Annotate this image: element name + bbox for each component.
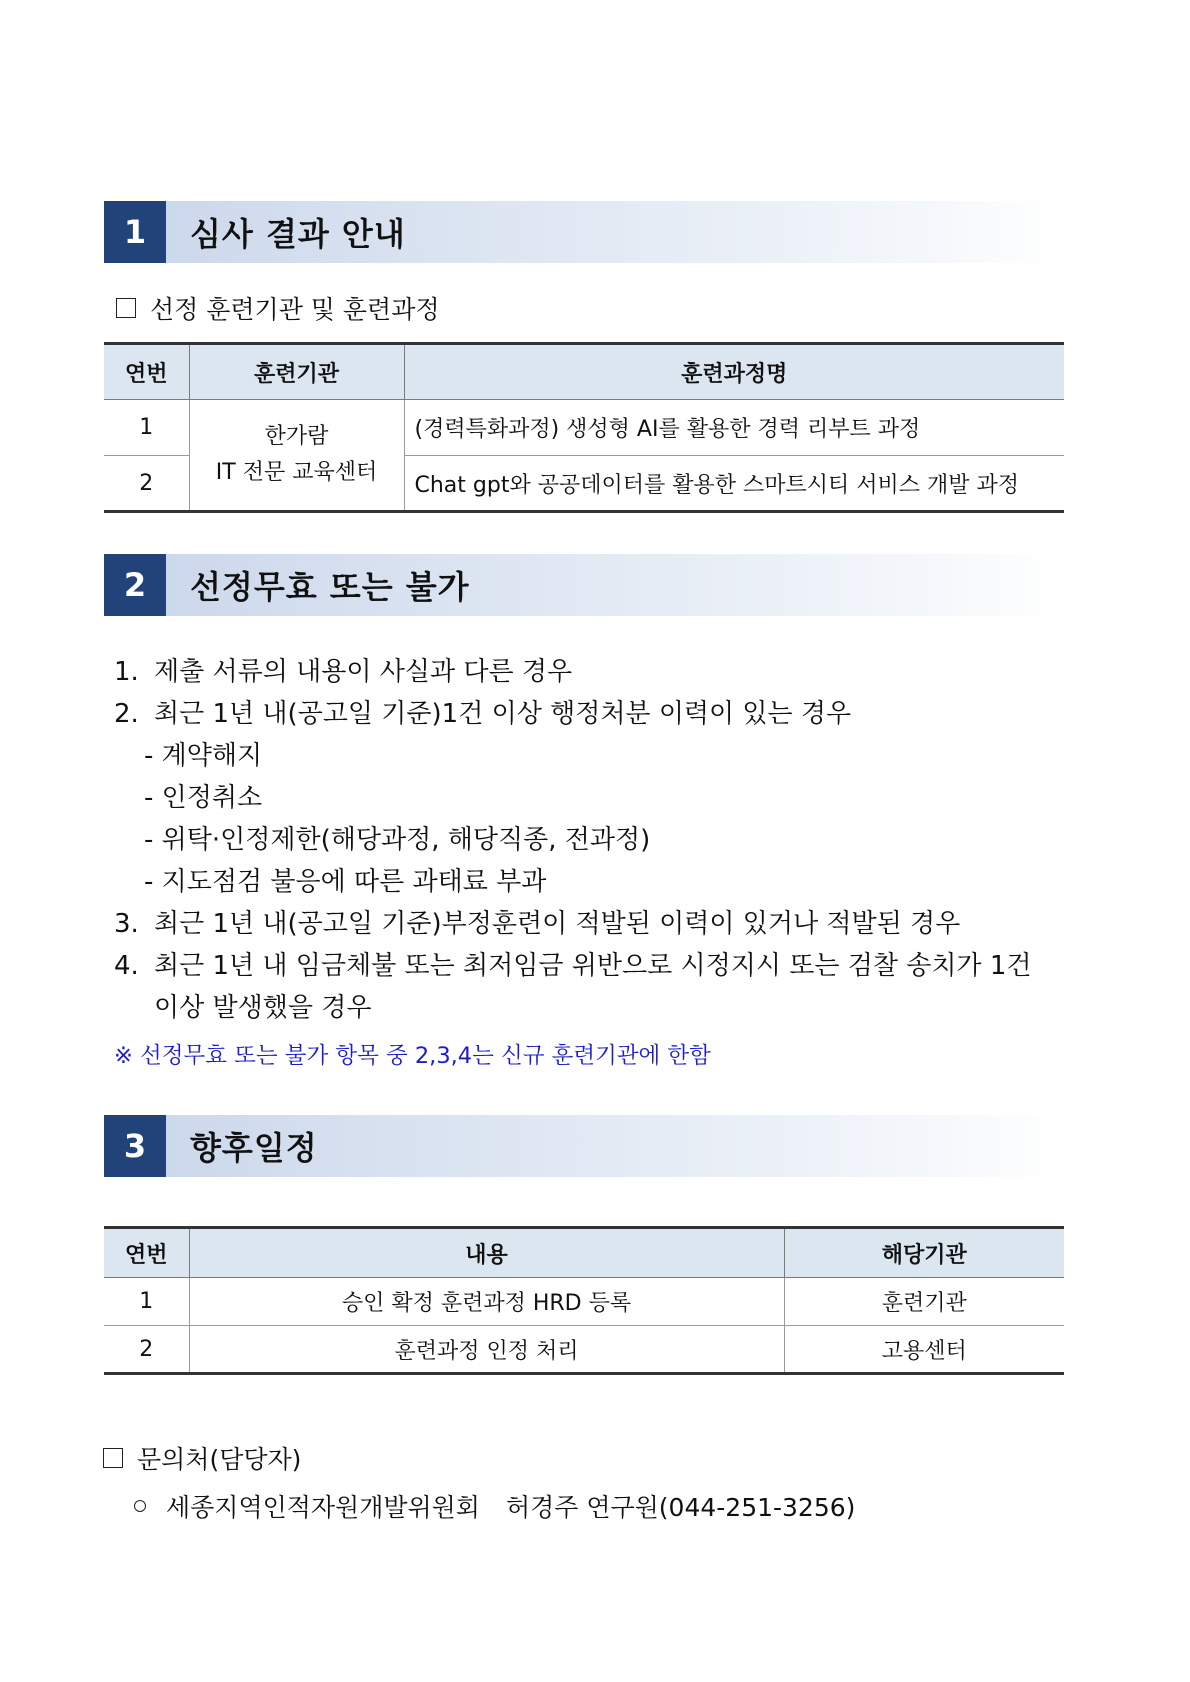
course-name: Chat gpt와 공공데이터를 활용한 스마트시티 서비스 개발 과정: [404, 456, 1064, 512]
section-1-header: [104, 201, 1064, 263]
header-course: 훈련과정명: [404, 344, 1064, 400]
list-item: 4. 최근 1년 내 임금체불 또는 최저임금 위반으로 시정지시 또는 검찰 송치가 1건: [114, 951, 1032, 981]
checkbox-square-icon: [103, 1448, 123, 1468]
selected-heading-text: 선정 훈련기관 및 훈련과정: [150, 295, 440, 324]
checkbox-square-icon: [116, 298, 136, 318]
table-row: [104, 1326, 1064, 1374]
list-item: 1. 제출 서류의 내용이 사실과 다른 경우: [114, 657, 573, 687]
row-org: 고용센터: [784, 1326, 1064, 1374]
header-content: 내용: [189, 1228, 784, 1278]
section-title: 선정무효 또는 불가: [190, 568, 470, 606]
row-content: 승인 확정 훈련과정 HRD 등록: [189, 1278, 784, 1326]
section-title: 심사 결과 안내: [190, 215, 406, 253]
circle-bullet-icon: [134, 1500, 146, 1512]
row-no: 2: [104, 1326, 189, 1374]
table-header-row: [104, 344, 1064, 400]
contact-line: [134, 1488, 855, 1524]
section-number: 2: [104, 554, 166, 616]
header-no: 연번: [104, 344, 189, 400]
contact-heading-text: 문의처(담당자): [137, 1445, 302, 1474]
list-item: 3. 최근 1년 내(공고일 기준)부정훈련이 적발된 이력이 있거나 적발된 경우: [114, 909, 961, 939]
selected-courses-table: [104, 342, 1064, 513]
section-number: 1: [104, 201, 166, 263]
conditions-list: [114, 651, 1074, 1029]
row-no: 1: [104, 400, 189, 456]
row-no: 1: [104, 1278, 189, 1326]
header-no: 연번: [104, 1228, 189, 1278]
selected-heading: [116, 290, 440, 326]
section-title: 향후일정: [190, 1129, 318, 1167]
table-header-row: [104, 1228, 1064, 1278]
contact-heading: [103, 1440, 301, 1476]
schedule-table: [104, 1226, 1064, 1375]
list-sub-item: - 계약해지: [144, 741, 263, 771]
section-3-header: [104, 1115, 1064, 1177]
table-row: [104, 400, 1064, 456]
list-sub-item: - 인정취소: [144, 783, 263, 813]
list-sub-item: - 위탁·인정제한(해당과정, 해당직종, 전과정): [144, 825, 651, 855]
section-2-header: [104, 554, 1064, 616]
course-name: (경력특화과정) 생성형 AI를 활용한 경력 리부트 과정: [404, 400, 1064, 456]
list-item-continuation: 이상 발생했을 경우: [154, 993, 372, 1023]
list-sub-item: - 지도점검 불응에 따른 과태료 부과: [144, 867, 547, 897]
header-org: 해당기관: [784, 1228, 1064, 1278]
contact-org: 세종지역인적자원개발위원회: [166, 1493, 480, 1522]
list-item: 2. 최근 1년 내(공고일 기준)1건 이상 행정처분 이력이 있는 경우: [114, 699, 852, 729]
contact-person: 허경주 연구원(044-251-3256): [505, 1493, 856, 1522]
institution-name-line2: IT 전문 교육센터: [215, 460, 378, 485]
section-number: 3: [104, 1115, 166, 1177]
institution-name-line1: 한가람: [264, 424, 329, 449]
row-org: 훈련기관: [784, 1278, 1064, 1326]
header-institution: 훈련기관: [189, 344, 404, 400]
row-no: 2: [104, 456, 189, 512]
row-content: 훈련과정 인정 처리: [189, 1326, 784, 1374]
institution-cell: [189, 400, 404, 512]
table-row: [104, 1278, 1064, 1326]
note-text: ※ 선정무효 또는 불가 항목 중 2,3,4는 신규 훈련기관에 한함: [114, 1043, 711, 1069]
